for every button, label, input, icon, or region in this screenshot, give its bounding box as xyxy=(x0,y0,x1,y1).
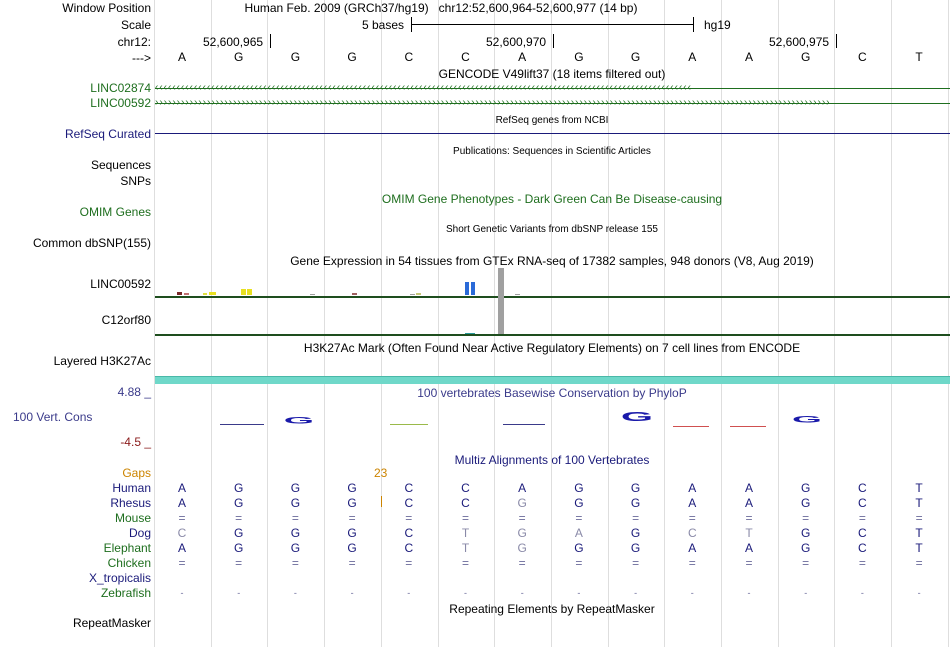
track-label[interactable]: Chicken xyxy=(107,556,151,570)
track-label[interactable]: ---> xyxy=(132,51,151,65)
alignment-base: = xyxy=(688,511,696,525)
track-label[interactable]: X_tropicalis xyxy=(88,571,151,585)
gtex-bar xyxy=(203,293,207,295)
alignment-base: G xyxy=(347,481,357,495)
alignment-base: = xyxy=(291,511,299,525)
alignment-base: = xyxy=(915,556,923,570)
phylop-title: 100 vertebrates Basewise Conservation by PhyloP xyxy=(417,386,687,400)
phylop-score xyxy=(673,426,709,427)
gtex-bar xyxy=(310,294,315,295)
base-letter: A xyxy=(518,50,527,64)
track-label[interactable]: Common dbSNP(155) xyxy=(32,236,151,250)
alignment-base: - xyxy=(577,588,581,598)
track-label[interactable]: Gaps xyxy=(122,466,151,480)
alignment-base: - xyxy=(464,588,467,598)
track-label[interactable]: C12orf80 xyxy=(101,313,151,327)
alignment-base: = xyxy=(348,556,356,570)
base-letter: G xyxy=(574,50,584,64)
gtex-linc00592-baseline xyxy=(155,296,950,298)
alignment-base: G xyxy=(630,526,641,540)
alignment-base: T xyxy=(745,526,753,540)
alignment-base: A xyxy=(744,496,753,510)
alignment-base: T xyxy=(915,496,923,510)
phylop-glyph: G xyxy=(620,410,654,424)
alignment-base: = xyxy=(745,511,753,525)
track-label[interactable]: Layered H3K27Ac xyxy=(53,354,151,368)
alignment-base: T xyxy=(461,526,470,540)
gaps-value: 23 xyxy=(374,466,388,480)
alignment-base: A xyxy=(177,481,186,495)
alignment-base: A xyxy=(574,526,583,540)
gtex-bar xyxy=(471,282,475,295)
track-label[interactable]: Sequences xyxy=(90,158,151,172)
phylop-score xyxy=(503,424,545,425)
alignment-base: C xyxy=(404,481,414,495)
gtex-bar xyxy=(209,292,216,295)
phylop-track[interactable] xyxy=(155,400,950,440)
assembly-title: Human Feb. 2009 (GRCh37/hg19) chr12:52,600,964-52,600,977 (14 bp) xyxy=(244,1,638,15)
alignment-base: G xyxy=(517,541,527,555)
alignment-base: A xyxy=(177,496,186,510)
coordinate-label: 52,600,965 xyxy=(203,35,264,49)
track-label[interactable]: LINC00592 xyxy=(90,96,151,110)
alignment-base: A xyxy=(518,481,527,495)
phylop-score xyxy=(730,426,766,427)
alignment-base: G xyxy=(347,496,357,510)
alignment-base: = xyxy=(632,511,640,525)
alignment-base: G xyxy=(630,496,641,510)
alignment-base: C xyxy=(404,541,414,555)
alignment-base: - xyxy=(747,588,751,598)
track-label[interactable]: chr12: xyxy=(117,35,151,49)
alignment-base: C xyxy=(404,496,414,510)
track-label[interactable]: Elephant xyxy=(103,541,151,555)
alignment-base: G xyxy=(290,526,301,540)
alignment-base: = xyxy=(858,511,866,525)
base-letter: G xyxy=(801,50,811,64)
h3k27ac-title: H3K27Ac Mark (Often Found Near Active Regulatory Elements) on 7 cell lines from ENCODE xyxy=(303,341,801,355)
alignment-base: = xyxy=(802,556,810,570)
alignment-base: C xyxy=(461,481,470,495)
track-label[interactable]: OMIM Genes xyxy=(79,205,151,219)
alignment-base: - xyxy=(860,588,864,598)
alignment-base: - xyxy=(690,588,694,598)
track-label[interactable]: Window Position xyxy=(62,1,151,15)
alignment-base: G xyxy=(801,496,811,510)
scale-bar-left-tick xyxy=(411,17,412,32)
alignment-base: = xyxy=(461,556,469,570)
alignment-base: C xyxy=(177,526,187,540)
dbsnp-title: Short Genetic Variants from dbSNP release 155 xyxy=(446,224,658,235)
alignment-base: T xyxy=(915,541,923,555)
alignment-base: G xyxy=(574,481,584,495)
h3k27ac-signal-bar[interactable] xyxy=(155,376,950,384)
alignment-base: = xyxy=(461,511,469,525)
alignment-base: = xyxy=(348,511,356,525)
gencode-title: GENCODE V49lift37 (18 items filtered out) xyxy=(438,67,666,81)
alignment-base: = xyxy=(178,556,186,570)
alignment-base: G xyxy=(290,481,301,495)
alignment-base: A xyxy=(177,541,186,555)
gtex-bar xyxy=(416,293,421,295)
alignment-base: G xyxy=(347,541,357,555)
alignment-base: C xyxy=(858,541,867,555)
scale-bar-right-tick xyxy=(693,17,694,32)
alignment-base: C xyxy=(858,526,867,540)
repeatmasker-title: Repeating Elements by RepeatMasker xyxy=(449,602,655,616)
coordinate-tick xyxy=(553,34,554,48)
phylop-glyph: G xyxy=(792,414,822,425)
coordinate-tick xyxy=(270,34,271,48)
alignment-base: - xyxy=(634,588,638,598)
refseq-title: RefSeq genes from NCBI xyxy=(495,115,609,126)
gtex-bar xyxy=(410,294,415,295)
alignment-base: T xyxy=(915,526,923,540)
alignment-base: C xyxy=(687,526,697,540)
base-letter: G xyxy=(347,50,357,64)
alignment-base: - xyxy=(350,588,354,598)
alignment-base: = xyxy=(858,556,866,570)
base-letter: G xyxy=(290,50,301,64)
alignment-base: = xyxy=(518,556,526,570)
alignment-base: = xyxy=(632,556,640,570)
alignment-base: = xyxy=(575,511,583,525)
track-label[interactable]: -4.5 _ xyxy=(120,435,151,449)
alignment-base: G xyxy=(574,541,584,555)
gap-marker xyxy=(381,496,382,507)
track-label[interactable]: Dog xyxy=(128,526,151,540)
alignment-base: T xyxy=(915,481,923,495)
track-label[interactable]: RefSeq Curated xyxy=(64,127,151,141)
omim-title: OMIM Gene Phenotypes - Dark Green Can Be Disease-causing xyxy=(381,192,723,206)
track-label[interactable]: Human xyxy=(112,481,151,495)
alignment-base: T xyxy=(461,541,470,555)
scale-db: hg19 xyxy=(704,18,731,32)
alignment-base: = xyxy=(178,511,186,525)
alignment-base: C xyxy=(858,496,867,510)
track-labels-column xyxy=(0,0,155,647)
track-label[interactable]: Rhesus xyxy=(110,496,151,510)
track-image[interactable] xyxy=(155,0,950,647)
alignment-base: G xyxy=(234,526,244,540)
alignment-base: G xyxy=(630,481,641,495)
alignment-base: = xyxy=(405,556,413,570)
coordinate-label: 52,600,975 xyxy=(769,35,830,49)
phylop-score xyxy=(390,424,428,425)
base-letter: A xyxy=(688,50,697,64)
alignment-base: G xyxy=(801,481,811,495)
alignment-base: = xyxy=(745,556,753,570)
alignment-base: = xyxy=(235,511,243,525)
alignment-base: G xyxy=(234,541,244,555)
gtex-c12orf80-baseline xyxy=(155,334,950,336)
base-letter: C xyxy=(404,50,414,64)
track-label[interactable]: Zebrafish xyxy=(100,586,151,600)
gtex-bar xyxy=(184,293,189,295)
gtex-bar xyxy=(177,292,182,295)
gtex-bar xyxy=(247,289,252,295)
base-letter: A xyxy=(177,50,186,64)
publications-title: Publications: Sequences in Scientific Articles xyxy=(453,146,651,157)
base-letter: C xyxy=(858,50,867,64)
alignment-base: G xyxy=(290,541,301,555)
track-label[interactable]: LINC00592 xyxy=(90,277,151,291)
track-label[interactable]: Mouse xyxy=(114,511,151,525)
alignment-base: - xyxy=(180,588,184,598)
alignment-base: C xyxy=(461,496,470,510)
alignment-base: G xyxy=(574,496,584,510)
refseq-gene-line[interactable] xyxy=(155,133,950,134)
base-letter: A xyxy=(744,50,753,64)
alignment-base: G xyxy=(630,541,641,555)
alignment-base: - xyxy=(804,588,808,598)
base-letter: G xyxy=(234,50,244,64)
gtex-track[interactable] xyxy=(155,268,950,338)
alignment-base: G xyxy=(234,496,244,510)
alignment-base: - xyxy=(293,588,297,598)
base-letter: G xyxy=(630,50,641,64)
alignment-base: - xyxy=(407,588,411,598)
alignment-base: G xyxy=(801,526,811,540)
gene-arrows-linc00592: ›››››››››››››››››››››››››››››››››››››››››››››››››››››››››››››››››››››››››››››››››››››››››››››››››››››››››››››››››››››››››››››››››››››››››››››››››››››››››››› xyxy=(155,97,831,108)
coordinate-label: 52,600,970 xyxy=(486,35,547,49)
alignment-base: G xyxy=(347,526,357,540)
alignment-base: G xyxy=(517,526,527,540)
gene-arrows-linc02874: ‹‹‹‹‹‹‹‹‹‹‹‹‹‹‹‹‹‹‹‹‹‹‹‹‹‹‹‹‹‹‹‹‹‹‹‹‹‹‹‹‹‹‹‹‹‹‹‹‹‹‹‹‹‹‹‹‹‹‹‹‹‹‹‹‹‹‹‹‹‹‹‹‹‹‹‹‹‹‹‹‹‹‹‹‹‹‹‹‹‹‹‹‹‹‹‹‹‹‹‹‹‹‹‹‹‹‹‹‹‹‹‹‹‹‹‹‹‹‹‹‹‹‹‹ xyxy=(155,82,692,93)
alignment-base: G xyxy=(801,541,811,555)
alignment-base: A xyxy=(688,496,697,510)
alignment-base: G xyxy=(290,496,301,510)
coordinate-tick xyxy=(836,34,837,48)
alignment-base: - xyxy=(520,588,524,598)
alignment-base: = xyxy=(802,511,810,525)
gtex-gray-column xyxy=(498,268,504,334)
multiz-title: Multiz Alignments of 100 Vertebrates xyxy=(454,453,650,467)
alignment-base: = xyxy=(575,556,583,570)
alignment-base: = xyxy=(405,511,413,525)
alignment-base: A xyxy=(688,481,697,495)
alignment-base: - xyxy=(917,588,921,598)
alignment-base: = xyxy=(291,556,299,570)
gtex-title: Gene Expression in 54 tissues from GTEx RNA-seq of 17382 samples, 948 donors (V8, Aug 2019) xyxy=(290,254,814,268)
base-letter: T xyxy=(915,50,923,64)
track-label[interactable]: Scale xyxy=(120,18,151,32)
alignment-base: A xyxy=(688,541,697,555)
gtex-bar xyxy=(241,289,246,295)
track-label[interactable]: SNPs xyxy=(120,174,151,188)
scale-bar xyxy=(411,24,694,25)
alignment-base: A xyxy=(744,481,753,495)
track-label[interactable]: LINC02874 xyxy=(90,81,151,95)
scale-label: 5 bases xyxy=(362,18,405,32)
alignment-base: - xyxy=(237,588,241,598)
alignment-base: A xyxy=(744,541,753,555)
alignment-base: C xyxy=(858,481,867,495)
alignment-base: = xyxy=(518,511,526,525)
alignment-base: = xyxy=(688,556,696,570)
alignment-base: G xyxy=(517,496,527,510)
phylop-glyph: G xyxy=(283,415,315,426)
alignment-base: G xyxy=(234,481,244,495)
alignment-base: C xyxy=(404,526,414,540)
base-letter: C xyxy=(461,50,470,64)
track-label[interactable]: 4.88 _ xyxy=(117,385,151,399)
alignment-base: = xyxy=(235,556,243,570)
gtex-bar xyxy=(465,282,469,295)
track-label[interactable]: RepeatMasker xyxy=(72,616,151,630)
track-label[interactable]: 100 Vert. Cons xyxy=(13,410,93,424)
alignment-base: = xyxy=(915,511,923,525)
gtex-bar xyxy=(465,333,475,334)
gtex-bar xyxy=(515,294,520,295)
gtex-bar xyxy=(352,293,357,295)
